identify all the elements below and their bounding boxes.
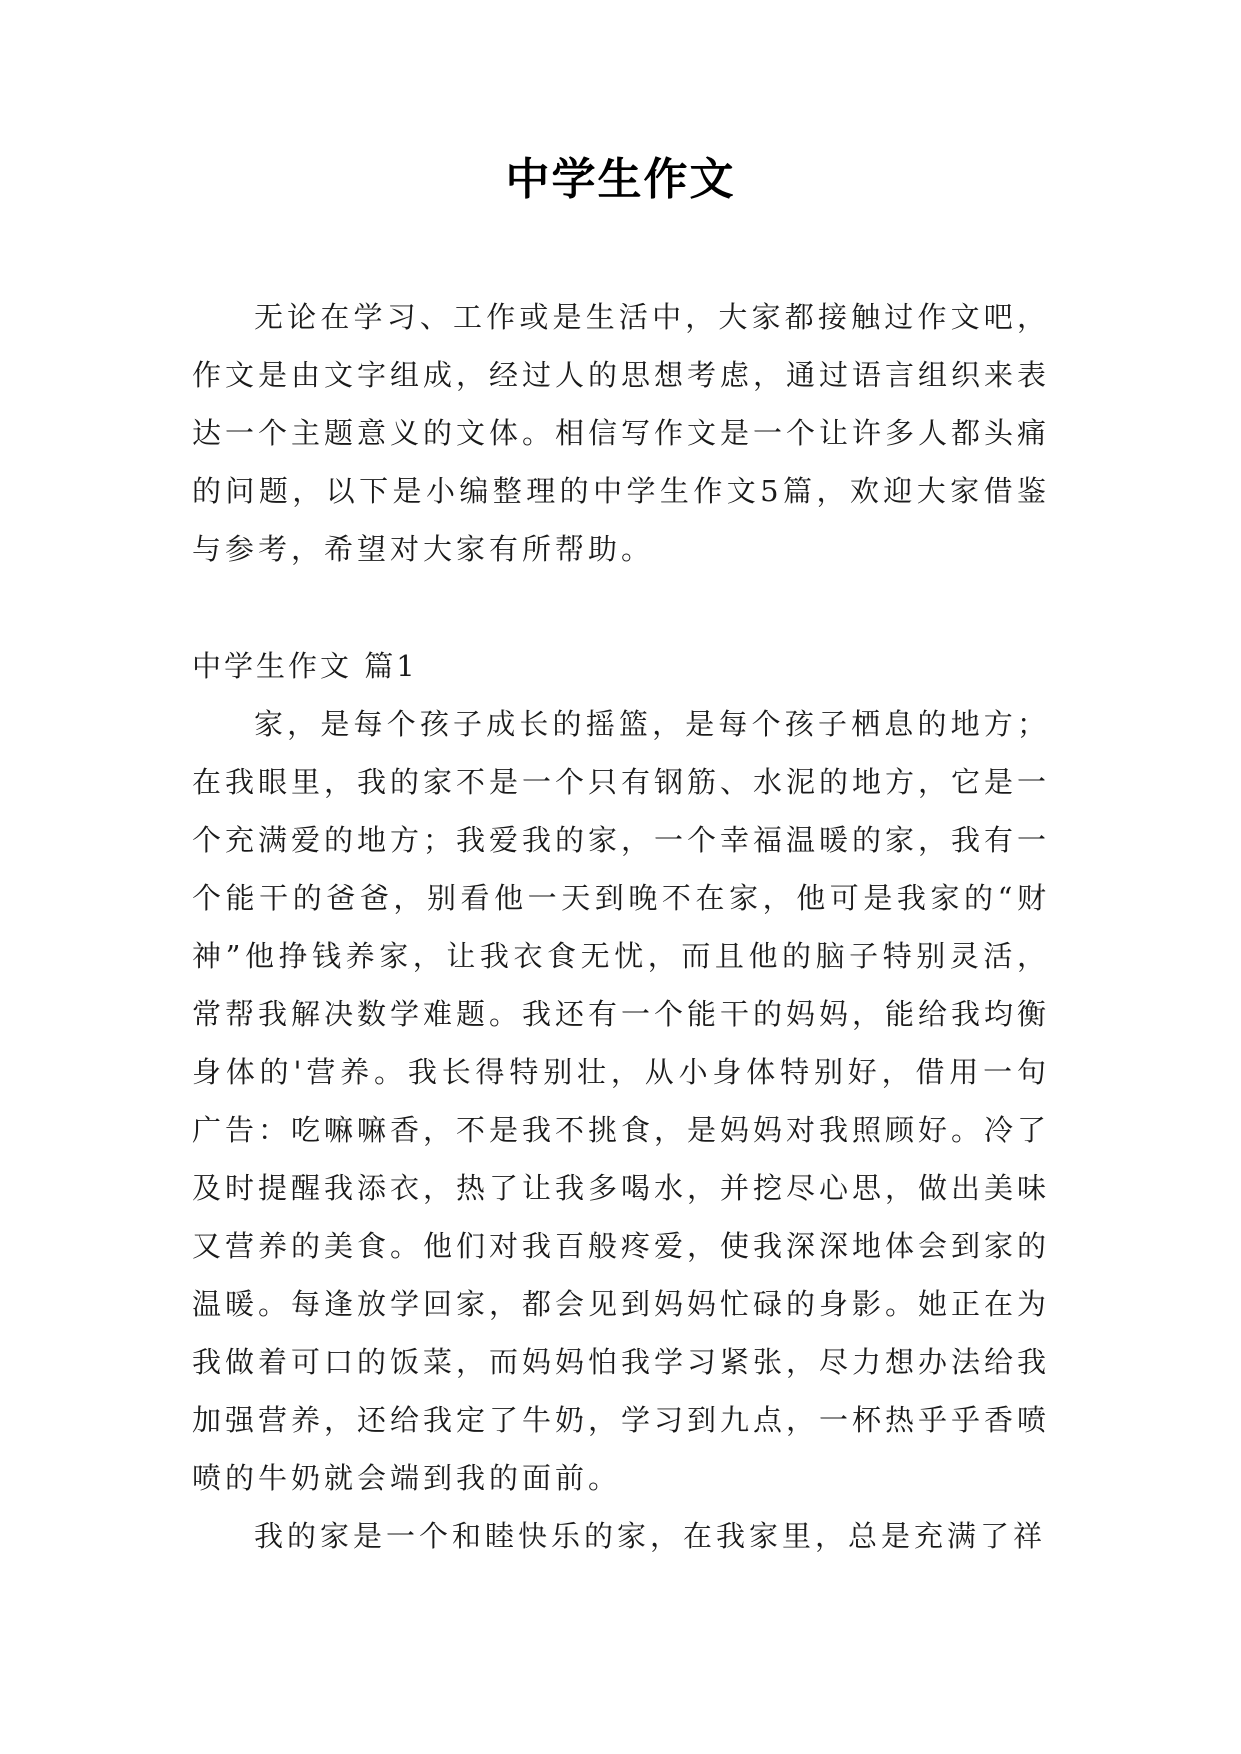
- body-paragraph: 家，是每个孩子成长的摇篮，是每个孩子栖息的地方；在我眼里，我的家不是一个只有钢筋、水泥的地方，它是一个充满爱的地方；我爱我的家，一个幸福温暖的家，我有一个能干的爸爸，别看他一天到晚不在家，他可是我家的“财神”他挣钱养家，让我衣食无忧，而且他的脑子特别灵活，常帮我解决数学难题。我还有一个能干的妈妈，能给我均衡身体的'营养。我长得特别壮，从小身体特别好，借用一句广告：吃嘛嘛香，不是我不挑食，是妈妈对我照顾好。冷了及时提醒我添衣，热了让我多喝水，并挖尽心思，做出美味又营养的美食。他们对我百般疼爱，使我深深地体会到家的温暖。每逢放学回家，都会见到妈妈忙碌的身影。她正在为我做着可口的饭菜，而妈妈怕我学习紧张，尽力想办法给我加强营养，还给我定了牛奶，学习到九点，一杯热乎乎香喷喷的牛奶就会端到我的面前。: [192, 707, 1051, 1495]
- body-paragraph: 我的家是一个和睦快乐的家，在我家里，总是充满了祥: [254, 1519, 1047, 1553]
- document-title: 中学生作文: [505, 154, 736, 205]
- section-heading: 中学生作文 篇1: [192, 649, 418, 683]
- intro-paragraph: 无论在学习、工作或是生活中，大家都接触过作文吧，作文是由文字组成，经过人的思想考虑，通过语言组织来表达一个主题意义的文体。相信写作文是一个让许多人都头痛的问题，以下是小编整理的中学生作文5篇，欢迎大家借鉴与参考，希望对大家有所帮助。: [192, 300, 1051, 566]
